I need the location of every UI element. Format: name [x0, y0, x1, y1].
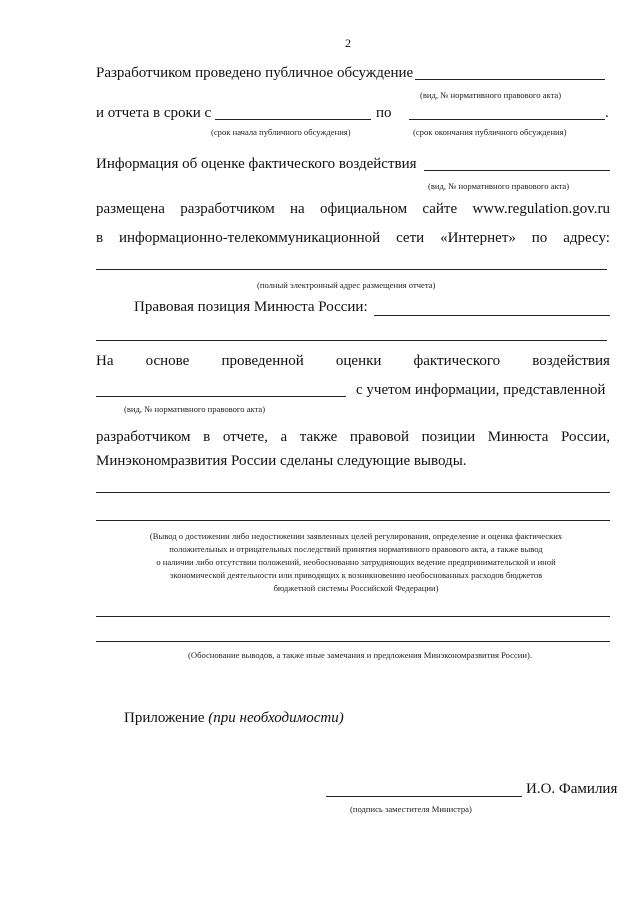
signature-name: И.О. Фамилия: [526, 781, 618, 797]
act-type-line-3: [96, 396, 346, 397]
act-type-line-1: [415, 79, 605, 80]
act-type-caption-3: (вид, № нормативного правового акта): [124, 404, 266, 414]
conclusion-line-2-suffix: с учетом информации, представленной: [356, 382, 606, 398]
attachment-label: Приложение (при необходимости): [124, 710, 344, 726]
public-discussion-text: Разработчиком проведено публичное обсуждение: [96, 65, 414, 81]
conclusion-caption: (Вывод о достижении либо недостижении заявленных целей регулирования, определение и оценка фактических положительных и отрицательных последствий принятия нормативного правового акта, а также вывод о наличии либо отсутствии положений, необоснованно затрудняющих ведение предпринимательской и иной экономической деятельности или приводящих к возникновению необоснованных расходов бюджетов бюджетной системы Российской Федерации): [149, 531, 563, 593]
start-date-caption: (срок начала публичного обсуждения): [211, 127, 351, 137]
address-caption: (полный электронный адрес размещения отчета): [257, 280, 436, 290]
act-type-caption-1: (вид, № нормативного правового акта): [420, 90, 562, 100]
report-dates-middle: по: [376, 105, 392, 121]
act-type-caption-2: (вид, № нормативного правового акта): [428, 181, 570, 191]
conclusion-blank-line-2: [96, 520, 610, 521]
conclusion-line-1: На основе проведенной оценки фактического воздействия: [96, 353, 610, 369]
attachment-note: (при необходимости): [208, 710, 344, 726]
justification-blank-line-2: [96, 641, 610, 642]
impact-info-text: Информация об оценке фактического воздействия: [96, 156, 417, 172]
conclusion-line-4: Минэкономразвития России сделаны следующие выводы.: [96, 453, 467, 469]
published-line-1: размещена разработчиком на официальном сайте www.regulation.gov.ru: [96, 201, 610, 217]
start-date-line: [215, 119, 371, 120]
page-number: 2: [345, 36, 351, 50]
report-dates-prefix: и отчета в сроки с: [96, 105, 212, 121]
justification-caption: (Обоснование выводов, а также иные замечания и предложения Минэкономразвития России).: [188, 650, 532, 660]
report-dates-end: .: [605, 105, 609, 121]
conclusion-line-3: разработчиком в отчете, а также правовой позиции Минюста России,: [96, 429, 610, 445]
justification-blank-line-1: [96, 616, 610, 617]
end-date-line: [409, 119, 605, 120]
end-date-caption: (срок окончания публичного обсуждения): [413, 127, 567, 137]
signature-line: [326, 796, 522, 797]
minjust-position-line-1: [374, 315, 610, 316]
address-line: [96, 269, 607, 270]
published-line-2: в информационно-телекоммуникационной сети «Интернет» по адресу:: [96, 230, 610, 246]
act-type-line-2: [424, 170, 610, 171]
minjust-position-line-2: [96, 340, 607, 341]
minjust-position-text: Правовая позиция Минюста России:: [134, 299, 368, 315]
conclusion-blank-line-1: [96, 492, 610, 493]
signature-caption: (подпись заместителя Министра): [350, 804, 472, 814]
